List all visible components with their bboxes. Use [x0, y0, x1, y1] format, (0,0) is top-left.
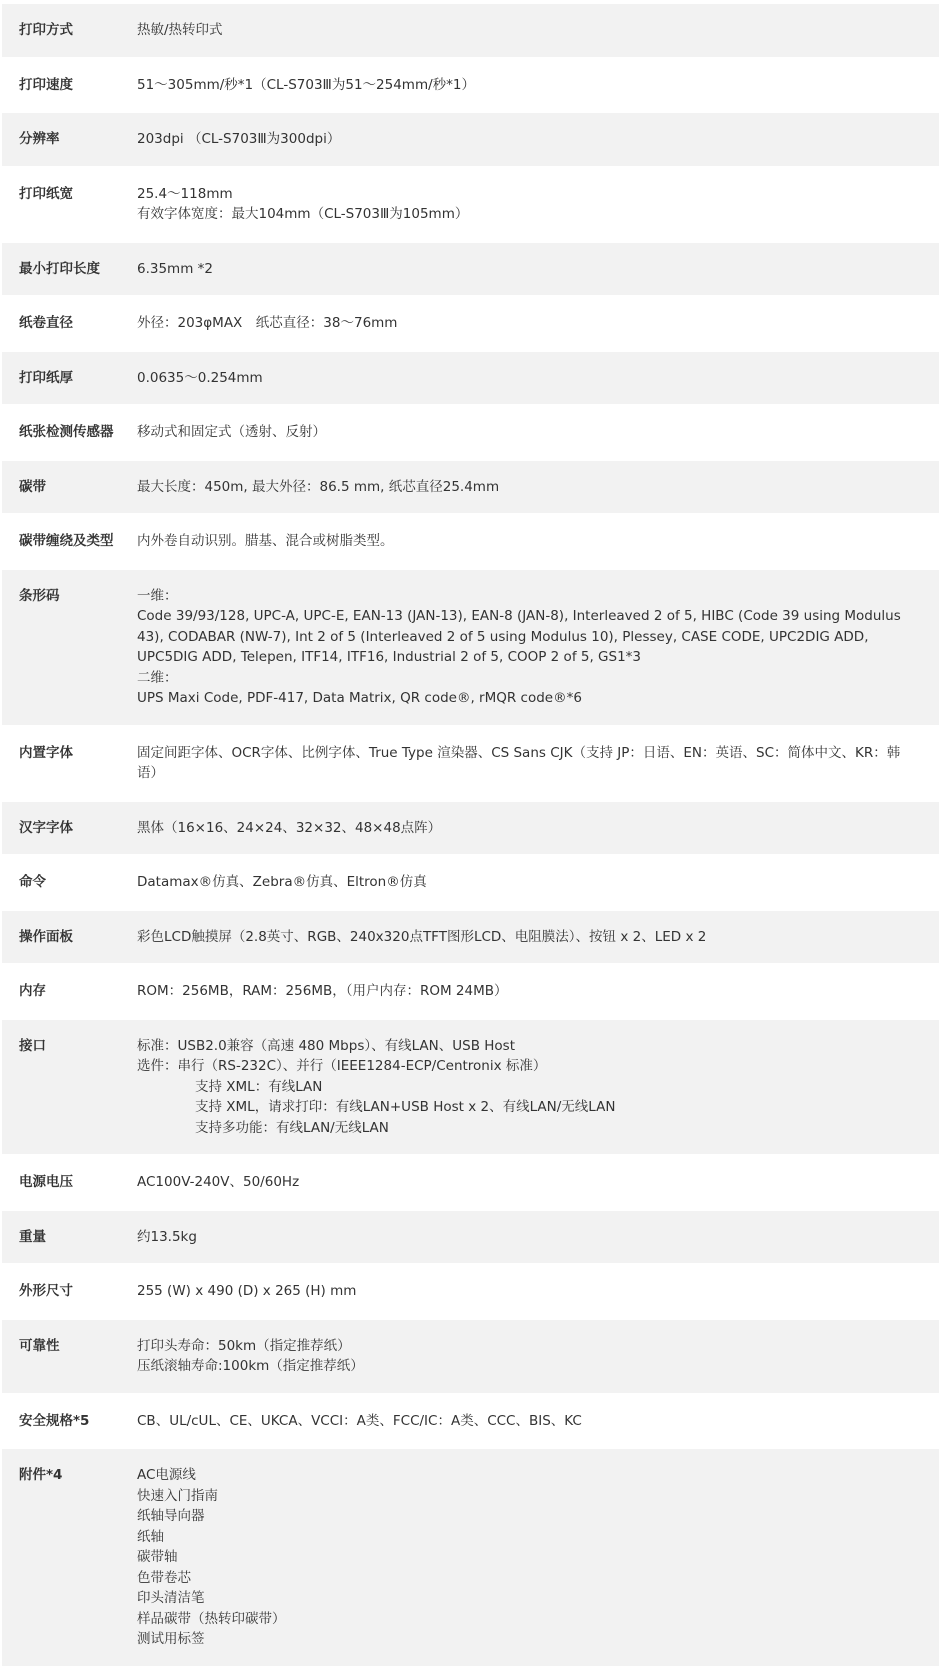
spec-row [2, 1320, 939, 1395]
spec-row [2, 856, 939, 911]
spec-label: 电源电压 [19, 1174, 73, 1190]
spec-value-line: 快速入门指南 [137, 1487, 218, 1504]
spec-row [2, 461, 939, 516]
spec-value-line: 样品碳带（热转印碳带） [137, 1610, 286, 1627]
spec-value-line: CB、UL/cUL、CE、UKCA、VCCI：A类、FCC/IC：A类、CCC、BIS、KC [137, 1412, 582, 1429]
spec-value [137, 981, 939, 1002]
spec-value-line: 固定间距字体、OCR字体、比例字体、True Type 渲染器、CS Sans CJK（支持 JP：日语、EN：英语、SC：简体中文、KR：韩语） [137, 744, 901, 781]
spec-label: 内存 [19, 983, 46, 999]
spec-value-line: 黑体（16×16、24×24、32×32、48×48点阵） [137, 819, 442, 836]
spec-value [137, 75, 939, 96]
spec-row [2, 406, 939, 461]
spec-label: 操作面板 [19, 928, 73, 945]
spec-row [2, 59, 939, 114]
spec-label: 最小打印长度 [19, 260, 100, 277]
spec-value-line: 纸轴导向器 [137, 1508, 205, 1524]
spec-value-line: 最大长度：450m, 最大外径：86.5 mm, 纸芯直径25.4mm [137, 478, 500, 495]
spec-value-line: 彩色LCD触摸屏（2.8英寸、RGB、240x320点TFT图形LCD、电阻膜法）、按钮 x 2、LED x 2 [137, 928, 707, 945]
spec-value-line: 0.0635～0.254mm [137, 369, 263, 386]
spec-row [2, 570, 939, 727]
spec-row [2, 113, 939, 168]
spec-value [137, 1227, 939, 1248]
spec-label: 命令 [19, 874, 46, 890]
spec-value-line: 移动式和固定式（透射、反射） [137, 424, 326, 440]
spec-value [137, 477, 939, 498]
spec-value-line: 有效字体宽度：最大104mm（CL-S703Ⅲ为105mm） [137, 206, 469, 222]
spec-value-line: 203dpi （CL-S703Ⅲ为300dpi） [137, 131, 341, 147]
spec-value-line: 25.4～118mm [137, 185, 233, 202]
spec-row [2, 965, 939, 1020]
spec-value [137, 586, 939, 709]
spec-row [2, 1395, 939, 1450]
spec-label: 内置字体 [19, 744, 73, 761]
spec-value [137, 1336, 939, 1377]
spec-label: 打印方式 [19, 22, 73, 38]
spec-row [2, 1020, 939, 1157]
spec-value-line: 标准：USB2.0兼容（高速 480 Mbps）、有线LAN、USB Host [137, 1037, 516, 1054]
spec-label: 可靠性 [19, 1337, 60, 1354]
spec-value [137, 313, 939, 334]
spec-value [137, 259, 939, 280]
spec-label: 附件*4 [19, 1467, 63, 1483]
spec-label: 汉字字体 [19, 819, 73, 836]
spec-value-line: 一维： [137, 587, 178, 604]
spec-label: 重量 [19, 1228, 46, 1245]
spec-value-line: 约13.5kg [137, 1228, 197, 1245]
spec-value [137, 20, 939, 41]
spec-value-line: 碳带轴 [137, 1549, 178, 1565]
spec-value [137, 1281, 939, 1302]
spec-value-line: UPS Maxi Code, PDF-417, Data Matrix, QR code®, rMQR code®*6 [137, 690, 582, 706]
spec-value-line: ROM：256MB，RAM：256MB，（用户内存：ROM 24MB） [137, 983, 508, 999]
spec-value-line: 打印头寿命：50km（指定推荐纸） [137, 1337, 351, 1354]
spec-value-line: 支持多功能：有线LAN/无线LAN [195, 1119, 389, 1136]
spec-value-line: 压纸滚轴寿命:100km（指定推荐纸） [137, 1358, 364, 1374]
spec-row [2, 168, 939, 243]
spec-value-line: 6.35mm *2 [137, 260, 213, 277]
spec-value-line: 外径：203φMAX 纸芯直径：38～76mm [137, 315, 398, 331]
spec-value-line: Datamax®仿真、Zebra®仿真、Eltron®仿真 [137, 874, 427, 890]
spec-row [2, 1211, 939, 1266]
spec-value-line: 51～305mm/秒*1（CL-S703Ⅲ为51～254mm/秒*1） [137, 76, 475, 93]
spec-value-line: 255 (W) x 490 (D) x 265 (H) mm [137, 1283, 357, 1299]
spec-value [137, 1411, 939, 1432]
spec-value-line: AC100V-240V、50/60Hz [137, 1174, 300, 1190]
spec-value-line: Code 39/93/128, UPC-A, UPC-E, EAN-13 (JAN-13), EAN-8 (JAN-8), Interleaved 2 of 5, HIBC (Code 39 using Modulus 43), CODABAR (NW-7), Int 2 of 5 (Interleaved 2 of 5 using Modulus 10), Plessey, CASE CODE, UPC2DIG ADD, UPC5DIG ADD, Telepen, ITF14, ITF16, Industrial 2 of 5, COOP 2 of 5, GS1*3 [137, 608, 906, 665]
spec-label: 碳带缠绕及类型 [19, 533, 114, 549]
spec-value [137, 743, 939, 784]
spec-label: 纸卷直径 [19, 315, 73, 331]
spec-label: 打印速度 [19, 76, 73, 93]
spec-label: 碳带 [19, 478, 46, 495]
spec-value-line: 热敏/热转印式 [137, 22, 223, 38]
spec-value [137, 1465, 939, 1650]
spec-label: 纸张检测传感器 [19, 424, 114, 440]
spec-value-line: 测试用标签 [137, 1631, 205, 1647]
spec-value [137, 1036, 939, 1139]
spec-row [2, 352, 939, 407]
spec-value-line: 印头清洁笔 [137, 1590, 205, 1606]
spec-row [2, 515, 939, 570]
spec-row [2, 243, 939, 298]
spec-value [137, 872, 939, 893]
spec-value-line: 二维： [137, 669, 178, 686]
spec-table [2, 4, 939, 1668]
spec-value [137, 818, 939, 839]
spec-label: 条形码 [19, 587, 60, 604]
spec-row [2, 727, 939, 802]
spec-row [2, 802, 939, 857]
spec-value [137, 1172, 939, 1193]
spec-value-line: 支持 XML：有线LAN [195, 1078, 323, 1095]
spec-row [2, 1265, 939, 1320]
spec-label: 分辨率 [19, 131, 60, 147]
spec-value [137, 531, 939, 552]
spec-label: 安全规格*5 [19, 1412, 90, 1429]
spec-value [137, 927, 939, 948]
spec-value-line: 色带卷芯 [137, 1569, 191, 1586]
spec-label: 接口 [19, 1037, 46, 1054]
spec-value [137, 184, 939, 225]
spec-label: 打印纸宽 [19, 185, 73, 202]
spec-row [2, 911, 939, 966]
spec-row [2, 4, 939, 59]
spec-value [137, 422, 939, 443]
spec-row [2, 1156, 939, 1211]
spec-value-line: AC电源线 [137, 1467, 196, 1483]
spec-value-line: 纸轴 [137, 1528, 164, 1545]
spec-value [137, 368, 939, 389]
spec-value [137, 129, 939, 150]
spec-label: 外形尺寸 [19, 1283, 73, 1299]
spec-label: 打印纸厚 [19, 369, 73, 386]
spec-row [2, 297, 939, 352]
spec-value-line: 选件：串行（RS-232C）、并行（IEEE1284-ECP/Centronix 标准） [137, 1058, 547, 1074]
spec-row [2, 1449, 939, 1668]
spec-value-line: 内外卷自动识别。腊基、混合或树脂类型。 [137, 533, 394, 549]
spec-value-line: 支持 XML，请求打印：有线LAN+USB Host x 2、有线LAN/无线LAN [195, 1099, 616, 1115]
